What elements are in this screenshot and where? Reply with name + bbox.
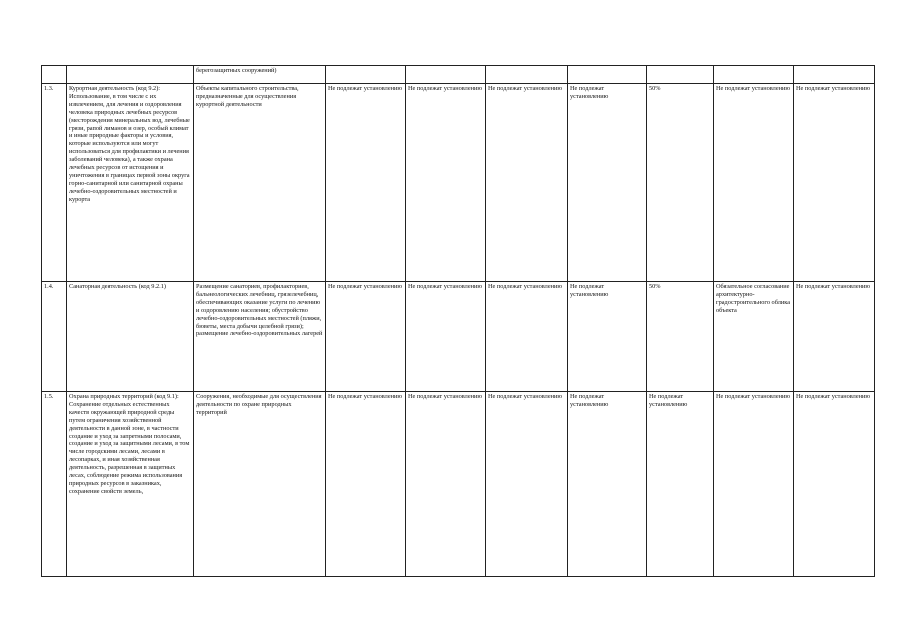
use-type-title: Курортная деятельность (код 9.2): — [69, 85, 161, 92]
use-type-cell — [67, 392, 194, 577]
table-row — [42, 392, 875, 577]
param-cell: Не подлежат установлению — [568, 392, 647, 577]
param-cell: Не подлежат установлению — [794, 392, 875, 577]
param-cell — [794, 66, 875, 84]
param-cell: Не подлежат установлению — [486, 282, 568, 392]
param-cell — [326, 66, 406, 84]
param-cell — [486, 66, 568, 84]
table-row — [42, 282, 875, 392]
param-cell: Не подлежат установлению — [406, 392, 486, 577]
use-type-description: Сохранение отдельных естественных качеств окружающей природной среды путем ограничения хозяйственной деятельности в данной зоне, в частности создание и уход за запретными полосами, создание и уход за защитными лесами, в том числе городскими лесами, лесами в лесопарках, и иная хозяйственная деятельность, разрешенная в защитных лесах, соблюдение режима использования природных ресурсов в заказниках, сохранение свойств земель, — [69, 400, 190, 495]
allowed-objects-cell: Размещение санаториев, профилакториев, бальнеологических лечебниц, грязелечебниц, обеспечивающих оказание услуги по лечению и оздоровлению населения; обустройство лечебно-оздоровительных местностей (пляжи, бюветы, места добычи целебной грязи); размещение лечебно-оздоровительных лагерей — [194, 282, 326, 392]
restrictions-cell: Обязательное согласование архитектурно-градостроительного облика объекта — [714, 282, 794, 392]
use-type-cell — [67, 282, 194, 392]
param-cell: Не подлежат установлению — [326, 392, 406, 577]
use-type-cell — [67, 84, 194, 282]
use-type-description: Использование, в том числе с их извлечением, для лечения и оздоровления человека природных лечебных ресурсов (месторождения минеральных вод, лечебные грязи, рапой лиманов и озер, особый климат и иные природные факторы и условия, которые используются или могут использоваться для профилактики и лечения заболеваний человека), а также охрана лечебных ресурсов от истощения и уничтожения в границах первой зоны округа горно-санитарной или санитарной охраны лечебно-оздоровительных местностей и курорта — [69, 92, 190, 203]
row-number: 1.3. — [42, 84, 67, 282]
coverage-cell — [647, 66, 714, 84]
param-cell: Не подлежат установлению — [326, 282, 406, 392]
row-number — [42, 66, 67, 84]
allowed-objects-cell: берегозащитных сооружений) — [194, 66, 326, 84]
coverage-cell: 50% — [647, 282, 714, 392]
table-row — [42, 84, 875, 282]
param-cell: Не подлежат установлению — [486, 392, 568, 577]
param-cell: Не подлежат установлению — [326, 84, 406, 282]
table-row — [42, 66, 875, 84]
param-cell: Не подлежат установлению — [568, 84, 647, 282]
param-cell: Не подлежат установлению — [486, 84, 568, 282]
allowed-objects-cell: Объекты капитального строительства, предназначенные для осуществления курортной деятельности — [194, 84, 326, 282]
param-cell: Не подлежат установлению — [794, 282, 875, 392]
coverage-cell: Не подлежат установлению — [647, 392, 714, 577]
restrictions-cell: Не подлежат установлению — [714, 84, 794, 282]
param-cell — [406, 66, 486, 84]
row-number: 1.5. — [42, 392, 67, 577]
regulations-table — [41, 65, 875, 577]
param-cell: Не подлежат установлению — [406, 84, 486, 282]
use-type-title: Охрана природных территорий (код 9.1): — [69, 393, 179, 400]
param-cell: Не подлежат установлению — [794, 84, 875, 282]
param-cell — [568, 66, 647, 84]
param-cell: Не подлежат установлению — [406, 282, 486, 392]
allowed-objects-cell: Сооружения, необходимые для осуществления деятельности по охране природных территорий — [194, 392, 326, 577]
restrictions-cell: Не подлежат установлению — [714, 392, 794, 577]
coverage-cell: 50% — [647, 84, 714, 282]
row-number: 1.4. — [42, 282, 67, 392]
restrictions-cell — [714, 66, 794, 84]
use-type-title: Санаторная деятельность (код 9.2.1) — [69, 283, 166, 290]
use-type-cell — [67, 66, 194, 84]
param-cell: Не подлежат установлению — [568, 282, 647, 392]
